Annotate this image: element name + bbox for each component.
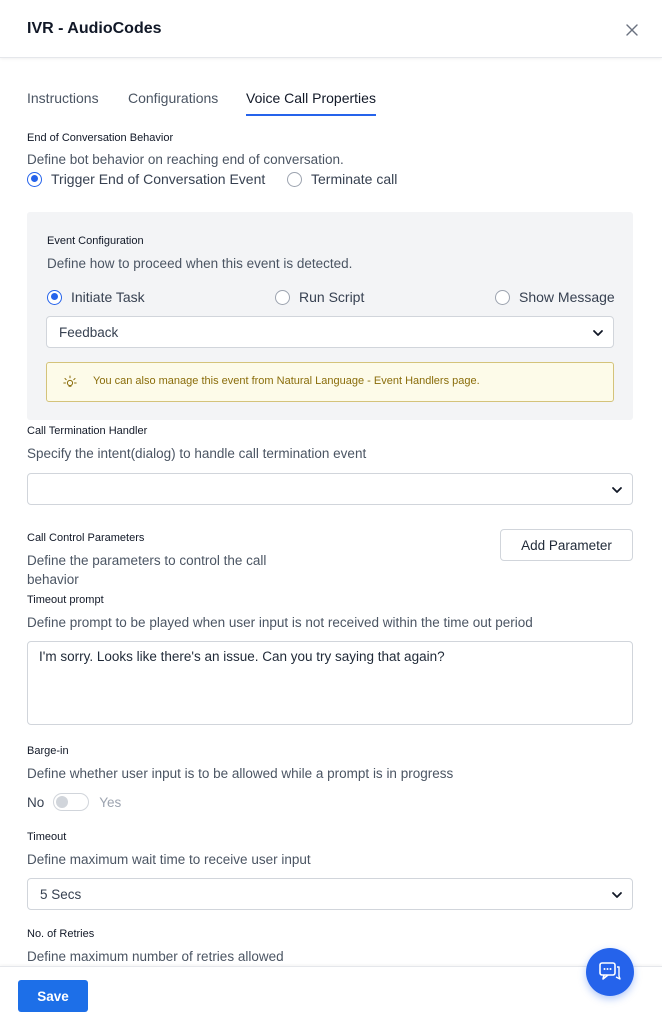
task-select[interactable] [46, 316, 614, 348]
call-control-description-2: behavior [27, 572, 79, 587]
timeout-description: Define maximum wait time to receive user input [27, 852, 311, 867]
tab-instructions[interactable]: Instructions [27, 90, 99, 106]
call-termination-select[interactable] [27, 473, 633, 505]
tab-configurations[interactable]: Configurations [128, 90, 219, 106]
barge-in-toggle-row [27, 792, 121, 812]
hint-text: You can also manage this event from Natural Language - Event Handlers page. [93, 375, 480, 387]
chat-bubble-icon [598, 961, 622, 983]
barge-in-toggle[interactable] [53, 793, 89, 811]
timeout-select-value: 5 Secs [40, 887, 82, 902]
radio-label: Run Script [299, 289, 365, 305]
call-control-description: Define the parameters to control the call [27, 553, 267, 568]
task-select-value: Feedback [59, 325, 119, 340]
save-button[interactable]: Save [18, 980, 88, 1012]
add-parameter-button[interactable]: Add Parameter [500, 529, 633, 561]
radio-terminate-call[interactable] [287, 171, 397, 187]
radio-show-message[interactable] [495, 289, 615, 305]
lightbulb-icon [63, 375, 77, 389]
event-configuration-label: Event Configuration [47, 235, 144, 247]
close-icon[interactable] [620, 18, 644, 42]
barge-in-label: Barge-in [27, 745, 69, 757]
radio-unchecked-icon [287, 172, 302, 187]
timeout-select[interactable] [27, 878, 633, 910]
barge-in-yes-label: Yes [99, 794, 122, 810]
radio-label: Trigger End of Conversation Event [51, 171, 266, 187]
dialog-footer [0, 966, 662, 1024]
radio-label: Show Message [519, 289, 615, 305]
call-termination-label: Call Termination Handler [27, 425, 148, 437]
retries-description: Define maximum number of retries allowed [27, 949, 284, 964]
end-of-conversation-label: End of Conversation Behavior [27, 132, 174, 144]
radio-label: Initiate Task [71, 289, 145, 305]
radio-checked-icon [47, 290, 62, 305]
dialog-header [0, 0, 662, 58]
chevron-down-icon [611, 889, 623, 901]
radio-label: Terminate call [311, 171, 398, 187]
tab-voice-call-properties[interactable]: Voice Call Properties [246, 90, 376, 116]
radio-checked-icon [27, 172, 42, 187]
chat-button[interactable] [586, 948, 634, 996]
toggle-knob [56, 796, 68, 808]
chevron-down-icon [592, 327, 604, 339]
retries-label: No. of Retries [27, 928, 95, 940]
timeout-prompt-textarea[interactable]: I'm sorry. Looks like there's an issue. Can you try saying that again? [27, 641, 633, 725]
radio-initiate-task[interactable] [47, 289, 145, 305]
event-handlers-hint [46, 362, 614, 402]
call-termination-description: Specify the intent(dialog) to handle call termination event [27, 446, 367, 461]
dialog-title: IVR - AudioCodes [27, 20, 162, 37]
barge-in-description: Define whether user input is to be allowed while a prompt is in progress [27, 766, 454, 781]
end-of-conversation-description: Define bot behavior on reaching end of conversation. [27, 152, 344, 167]
call-control-label: Call Control Parameters [27, 532, 145, 544]
radio-run-script[interactable] [275, 289, 364, 305]
timeout-label: Timeout [27, 831, 67, 843]
chevron-down-icon [611, 484, 623, 496]
radio-unchecked-icon [275, 290, 290, 305]
timeout-prompt-description: Define prompt to be played when user input is not received within the time out period [27, 615, 533, 630]
event-configuration-description: Define how to proceed when this event is detected. [47, 256, 353, 271]
radio-trigger-end-event[interactable] [27, 171, 265, 187]
timeout-prompt-label: Timeout prompt [27, 594, 104, 606]
radio-unchecked-icon [495, 290, 510, 305]
barge-in-no-label: No [27, 794, 45, 810]
